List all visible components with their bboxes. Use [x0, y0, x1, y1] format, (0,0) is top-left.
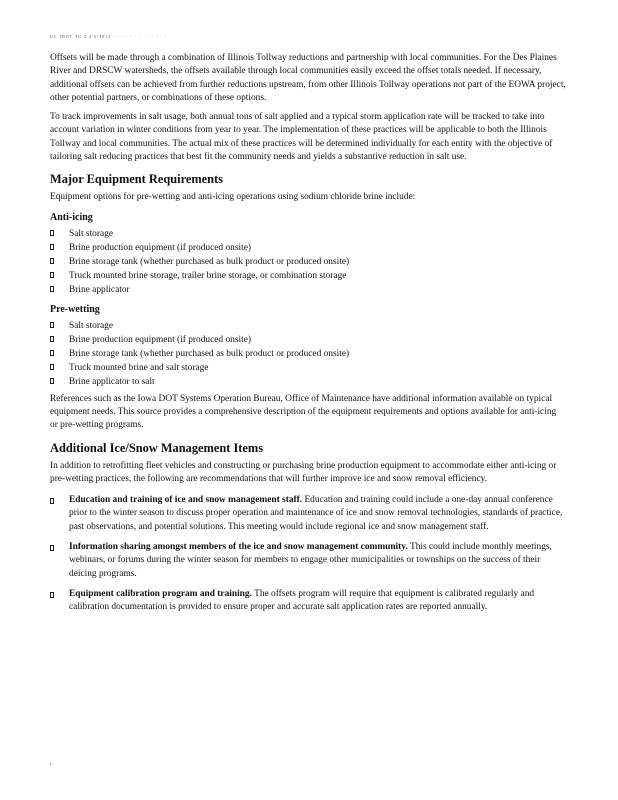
bullet-icon	[50, 272, 54, 278]
anti-icing-list	[50, 227, 566, 297]
list-item	[50, 541, 566, 581]
bullet-icon	[50, 336, 54, 342]
recommendation-text	[69, 541, 566, 581]
bullet-icon	[50, 258, 54, 264]
recommendation-body: The offsets program will require that equipment is calibrated regularly and calibration documentation is provided to ensure proper and accurate salt application rates are reported annually.	[69, 588, 535, 613]
recommendation-title: Equipment calibration program and training.	[69, 588, 252, 599]
bullet-icon	[50, 286, 54, 292]
recommendation-title: Education and training of ice and snow management staff.	[69, 495, 303, 506]
recommendation-body: This could include monthly meetings, webinars, or forums during the winter season for members to engage other municipalities or townships on the success of their deicing programs.	[69, 542, 552, 579]
list-item	[50, 333, 566, 347]
list-item	[50, 588, 566, 615]
recommendation-body: Education and training could include a one-day annual conference prior to the winter season to discuss proper operation and maintenance of ice and snow removal technologies, standards of practice, past observations, and potential solutions. This meeting would include regional ice and snow management staff.	[69, 495, 563, 532]
list-item-text: Brine storage tank (whether purchased as bulk product or produced onsite)	[69, 256, 350, 267]
list-item	[50, 361, 566, 375]
tracking-paragraph: To track improvements in salt usage, both annual tons of salt applied and a typical storm application rate will be tracked to take into account variation in winter conditions from year to year. The implementation of these practices will be applicable to both the Illinois Tollway and local communities. The actual mix of these practices will be determined individually for each entity with the objective of tailoring salt reducing practices that best fit the community needs and yields a substantive reduction in salt use.	[50, 112, 553, 163]
bullet-icon	[50, 230, 54, 236]
equipment-intro: Equipment options for pre-wetting and anti-icing operations using sodium chloride brine include:	[50, 192, 416, 203]
list-item	[50, 319, 566, 333]
list-item-text: Brine storage tank (whether purchased as bulk product or produced onsite)	[69, 348, 350, 359]
references-paragraph: References such as the Iowa DOT Systems Operation Bureau, Office of Maintenance have additional information available on typical equipment needs. This source provides a comprehensive description of the equipment requirements and options available for anti-icing or pre-wetting programs.	[50, 393, 557, 431]
list-item-text: Brine production equipment (if produced onsite)	[69, 242, 251, 253]
bullet-icon	[50, 545, 54, 551]
list-item	[50, 375, 566, 389]
list-item-text: Salt storage	[69, 228, 114, 239]
list-item	[50, 255, 566, 269]
recommendations-list	[50, 494, 566, 614]
list-item-text: Brine applicator	[69, 284, 130, 295]
list-item-text: Truck mounted brine and salt storage	[69, 362, 209, 373]
bullet-icon	[50, 364, 54, 370]
list-item-text: Brine applicator to salt	[69, 376, 155, 387]
bullet-icon	[50, 244, 54, 250]
bullet-icon	[50, 350, 54, 356]
list-item	[50, 347, 566, 361]
bullet-icon	[50, 498, 54, 504]
pre-wetting-list	[50, 319, 566, 389]
recommendation-title: Information sharing amongst members of the ice and snow management community.	[69, 542, 408, 553]
list-item	[50, 241, 566, 255]
offsets-paragraph: Offsets will be made through a combination of Illinois Tollway reductions and partnership with local communities. For the Des Plaines River and DRSCW watersheds, the offsets available through local communities easily exceed the offset totals needed. If necessary, additional offsets can be achieved from further reductions upstream, from other Illinois Tollway operations not part of the EOWA project, other potential partners, or combinations of these options.	[50, 53, 566, 103]
pre-wetting-heading: Pre-wetting	[50, 303, 100, 315]
major-equipment-heading: Major Equipment Requirements	[50, 172, 224, 187]
list-item	[50, 227, 566, 241]
list-item-text: Salt storage	[69, 320, 114, 331]
page-header: UC IDOT TC 4 4 5/2015 · · · · · · · · · · · · '	[50, 34, 167, 39]
list-item	[50, 269, 566, 283]
bullet-icon	[50, 592, 54, 598]
additional-intro: In addition to retrofitting fleet vehicles and constructing or purchasing brine production equipment to accommodate either anti-icing or pre-wetting practices, the following are recommendations that will further improve ice and snow removal efficiency.	[50, 460, 557, 484]
bullet-icon	[50, 378, 54, 384]
page-footer-mark: i	[50, 762, 52, 767]
list-item	[50, 494, 566, 534]
bullet-icon	[50, 322, 54, 328]
recommendation-text	[69, 494, 566, 534]
list-item-text: Truck mounted brine storage, trailer brine storage, or combination storage	[69, 270, 347, 281]
anti-icing-heading: Anti-icing	[50, 211, 93, 223]
additional-items-heading: Additional Ice/Snow Management Items	[50, 440, 264, 455]
list-item	[50, 283, 566, 297]
page-content	[50, 52, 566, 622]
list-item-text: Brine production equipment (if produced onsite)	[69, 334, 251, 345]
recommendation-text	[69, 588, 566, 615]
